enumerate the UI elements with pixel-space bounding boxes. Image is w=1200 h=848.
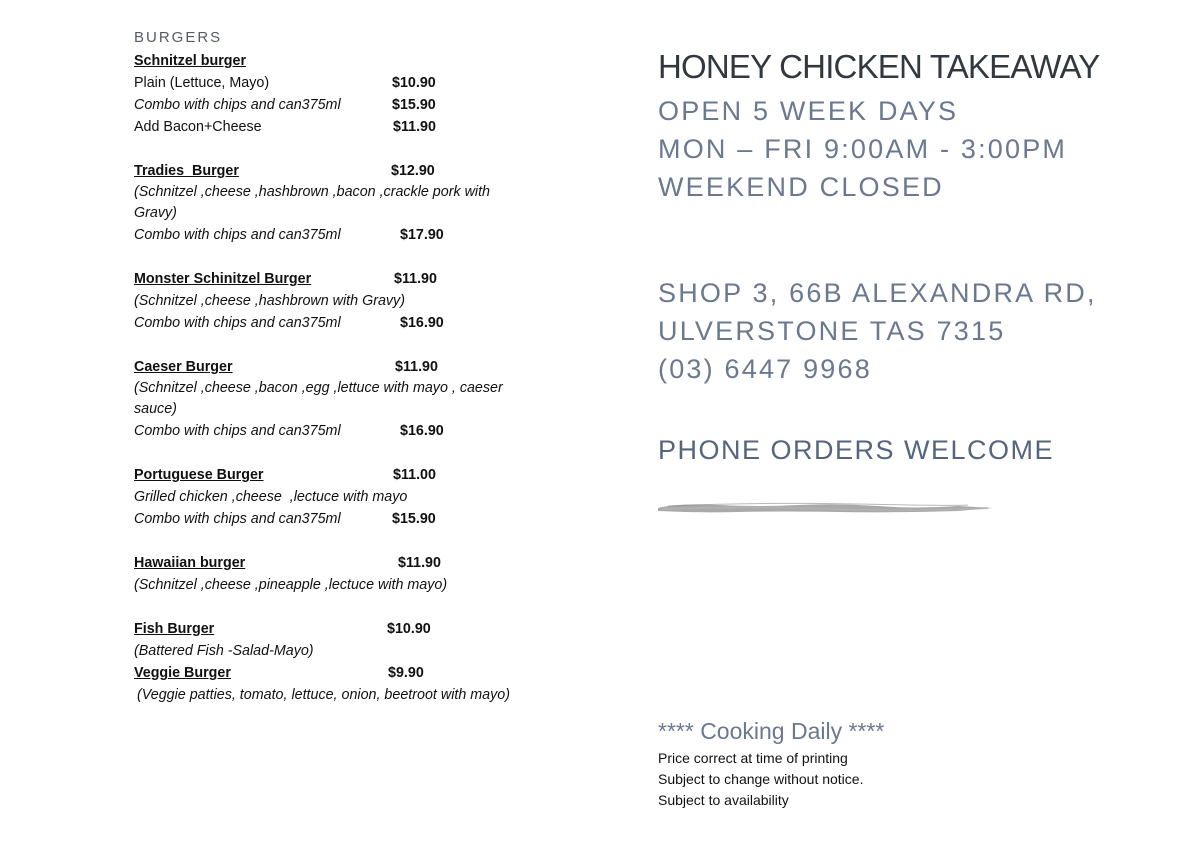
menu-item-fish-burger bbox=[134, 618, 604, 662]
item-description: (Schnitzel ,cheese ,pineapple ,lectuce with mayo) bbox=[134, 577, 448, 593]
item-price: $11.90 bbox=[395, 359, 438, 375]
phone-orders-welcome: PHONE ORDERS WELCOME bbox=[658, 435, 1055, 465]
item-name: Portuguese Burger bbox=[134, 467, 264, 483]
item-description: (Schnitzel ,cheese ,hashbrown ,bacon ,crackle pork with Gravy) bbox=[134, 184, 491, 221]
item-description: (Schnitzel ,cheese ,hashbrown with Gravy) bbox=[134, 293, 405, 309]
combo-row bbox=[134, 508, 604, 530]
item-price: $11.90 bbox=[394, 271, 437, 287]
combo-text: Combo with chips and can375ml bbox=[134, 315, 341, 331]
item-name-row bbox=[134, 268, 604, 290]
opening-hours bbox=[658, 92, 1178, 206]
option-row bbox=[134, 72, 604, 94]
item-name-row bbox=[134, 552, 604, 574]
combo-row bbox=[134, 224, 604, 246]
address-line: ULVERSTONE TAS 7315 bbox=[658, 316, 1006, 346]
combo-text: Combo with chips and can375ml bbox=[134, 511, 341, 527]
item-name: Monster Schinitzel Burger bbox=[134, 271, 312, 287]
item-price: $11.90 bbox=[398, 555, 441, 571]
item-price: $12.90 bbox=[391, 163, 435, 179]
item-name-row bbox=[134, 464, 604, 486]
option-price: $15.90 bbox=[392, 97, 436, 113]
address-line: SHOP 3, 66B ALEXANDRA RD, bbox=[658, 278, 1097, 308]
combo-price: $16.90 bbox=[400, 423, 444, 439]
menu-item-veggie-burger bbox=[134, 662, 604, 706]
option-text: Plain (Lettuce, Mayo) bbox=[134, 75, 270, 91]
combo-price: $16.90 bbox=[400, 315, 444, 331]
item-name-row bbox=[134, 662, 604, 684]
item-price: $11.00 bbox=[393, 467, 436, 483]
option-row bbox=[134, 94, 604, 116]
shop-info-column bbox=[658, 48, 1178, 521]
item-price: $10.90 bbox=[387, 621, 431, 637]
menu-item-tradies-burger bbox=[134, 160, 604, 246]
menu-column bbox=[134, 28, 604, 728]
section-title: BURGERS bbox=[134, 29, 223, 46]
item-name: Veggie Burger bbox=[134, 665, 231, 681]
option-price: $11.90 bbox=[393, 119, 436, 135]
shop-title: HONEY CHICKEN TAKEAWAY bbox=[658, 48, 1100, 85]
option-row bbox=[134, 116, 604, 138]
footer bbox=[658, 714, 1058, 811]
item-name-row bbox=[134, 50, 604, 72]
combo-row bbox=[134, 312, 604, 334]
menu-item-portuguese-burger bbox=[134, 464, 604, 530]
combo-row bbox=[134, 420, 604, 442]
item-name: Caeser Burger bbox=[134, 359, 233, 375]
combo-price: $15.90 bbox=[392, 511, 436, 527]
cooking-daily: **** Cooking Daily **** bbox=[658, 718, 885, 744]
item-name-row bbox=[134, 356, 604, 378]
menu-item-caeser-burger bbox=[134, 356, 604, 442]
menu-item-hawaiian-burger bbox=[134, 552, 604, 596]
item-name: Hawaiian burger bbox=[134, 555, 246, 571]
combo-text: Combo with chips and can375ml bbox=[134, 423, 341, 439]
item-description: (Battered Fish -Salad-Mayo) bbox=[134, 643, 314, 659]
footer-note: Price correct at time of printing bbox=[658, 750, 848, 766]
footer-note: Subject to availability bbox=[658, 792, 789, 808]
footer-note: Subject to change without notice. bbox=[658, 771, 864, 787]
phone-number: (03) 6447 9968 bbox=[658, 354, 872, 384]
item-description: (Schnitzel ,cheese ,bacon ,egg ,lettuce with mayo , caeser sauce) bbox=[134, 380, 503, 417]
item-price: $9.90 bbox=[388, 665, 424, 681]
menu-item-monster-burger bbox=[134, 268, 604, 334]
option-text: Add Bacon+Cheese bbox=[134, 119, 262, 135]
item-name: Fish Burger bbox=[134, 621, 215, 637]
combo-price: $17.90 bbox=[400, 227, 444, 243]
item-name-row bbox=[134, 160, 604, 182]
hours-line: MON – FRI 9:00AM - 3:00PM bbox=[658, 134, 1068, 164]
shop-address bbox=[658, 274, 1178, 388]
item-name: Schnitzel burger bbox=[134, 53, 247, 69]
item-name-row bbox=[134, 618, 604, 640]
option-price: $10.90 bbox=[392, 75, 436, 91]
item-description: Grilled chicken ,cheese ,lectuce with mayo bbox=[134, 489, 408, 505]
item-name: Tradies Burger bbox=[134, 163, 239, 179]
hours-line: WEEKEND CLOSED bbox=[658, 172, 944, 202]
menu-item-schnitzel-burger bbox=[134, 50, 604, 138]
option-text: Combo with chips and can375ml bbox=[134, 97, 341, 113]
brush-stroke-divider bbox=[658, 500, 993, 516]
item-description: (Veggie patties, tomato, lettuce, onion, beetroot with mayo) bbox=[137, 687, 510, 703]
combo-text: Combo with chips and can375ml bbox=[134, 227, 341, 243]
hours-line: OPEN 5 WEEK DAYS bbox=[658, 96, 959, 126]
